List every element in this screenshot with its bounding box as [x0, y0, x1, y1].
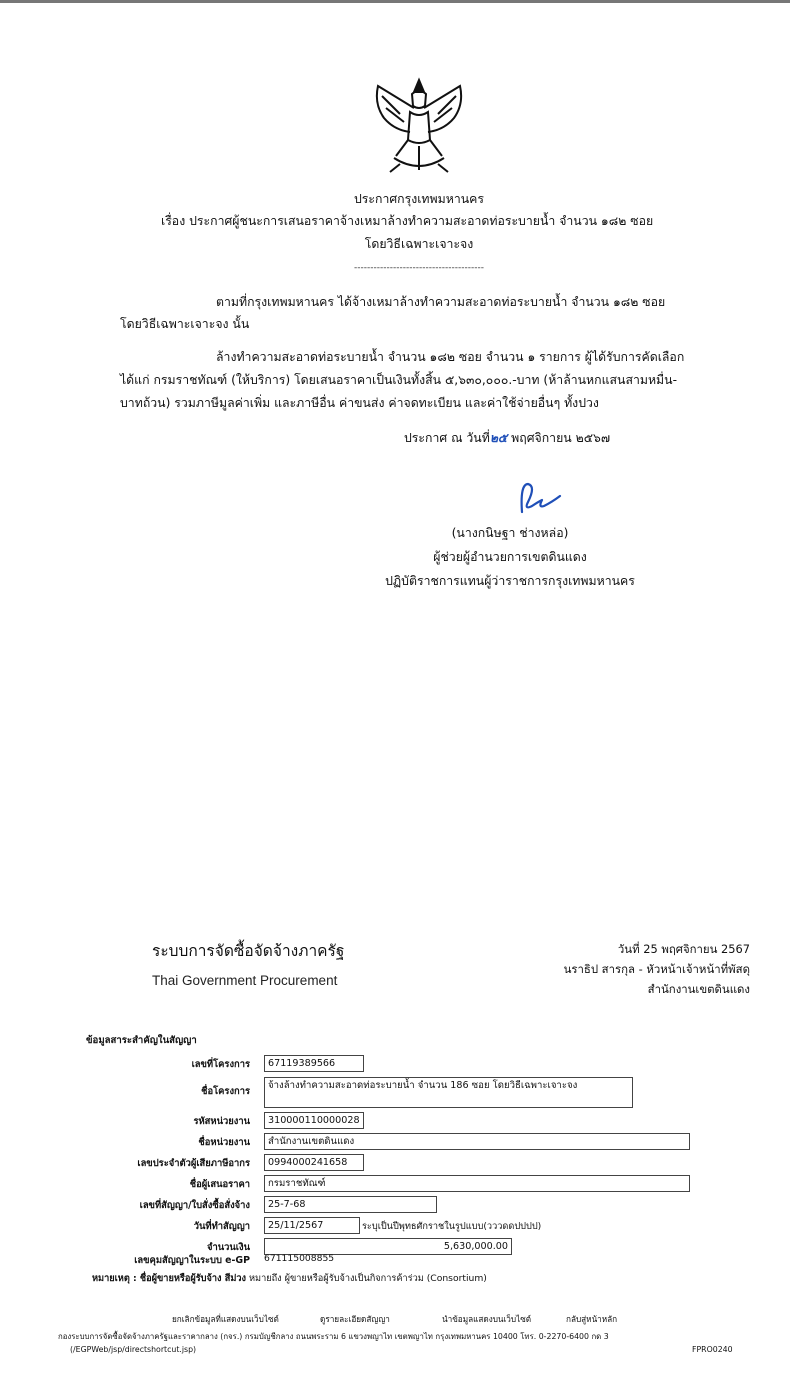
- announcement-para2-line1: ล้างทำความสะอาดท่อระบายน้ำ จำนวน ๑๘๒ ซอย จำนวน ๑ รายการ ผู้ได้รับการคัดเลือก: [216, 350, 685, 364]
- signer-title-line2: ปฏิบัติราชการแทนผู้ว่าราชการกรุงเทพมหานคร: [385, 574, 635, 588]
- project-name-label: ชื่อโครงการ: [201, 1086, 250, 1097]
- view-contract-details-link[interactable]: ดูรายละเอียดสัญญา: [320, 1314, 390, 1324]
- announcement-para2-line2: ได้แก่ กรมราชทัณฑ์ (ให้บริการ) โดยเสนอราคาเป็นเงินทั้งสิ้น ๕,๖๓๐,๐๐๐.-บาท (ห้าล้านหกแสนสามหมื่น-: [120, 373, 678, 387]
- contract-date-field: 25/11/2567: [264, 1217, 360, 1234]
- footer-path: (/EGPWeb/jsp/directshortcut.jsp): [70, 1345, 197, 1354]
- announcement-subject-line1: เรื่อง ประกาศผู้ชนะการเสนอราคาจ้างเหมาล้างทำความสะอาดท่อระบายน้ำ จำนวน ๑๘๒ ซอย: [161, 214, 654, 228]
- egp-office: สำนักงานเขตดินแดง: [647, 982, 750, 996]
- egp-system-subtitle: Thai Government Procurement: [152, 973, 338, 988]
- remark-suffix: หมายถึง ผู้ขายหรือผู้รับจ้างเป็นกิจการค้าร่วม (Consortium): [246, 1273, 487, 1284]
- egp-print-date: วันที่ 25 พฤศจิกายน 2567: [617, 942, 750, 956]
- project-name-field: จ้างล้างทำความสะอาดท่อระบายน้ำ จำนวน 186 ซอย โดยวิธีเฉพาะเจาะจง: [264, 1077, 633, 1108]
- announcement-org-title: ประกาศกรุงเทพมหานคร: [354, 192, 484, 206]
- garuda-emblem-icon: [370, 74, 468, 176]
- announcement-subject-line2: โดยวิธีเฉพาะเจาะจง: [364, 237, 474, 251]
- agency-code-label: รหัสหน่วยงาน: [193, 1116, 250, 1127]
- bidder-label: ชื่อผู้เสนอราคา: [189, 1179, 250, 1190]
- cancel-web-display-link[interactable]: ยกเลิกข้อมูลที่แสดงบนเว็บไซต์: [172, 1314, 279, 1324]
- contract-no-field: 25-7-68: [264, 1196, 437, 1213]
- back-to-home-link[interactable]: กลับสู่หน้าหลัก: [566, 1314, 618, 1324]
- remark-purple-word: สีม่วง: [224, 1273, 247, 1284]
- amount-field: 5,630,000.00: [264, 1238, 512, 1255]
- control-no-label: เลขคุมสัญญาในระบบ e-GP: [134, 1255, 250, 1266]
- footer-address: กองระบบการจัดซื้อจัดจ้างภาครัฐและราคากลาง (กจร.) กรมบัญชีกลาง ถนนพระราม 6 แขวงพญาไท เขตพญาไท กรุงเทพมหานคร 10400 โทร. 0-2270-6400 กด 3: [58, 1332, 609, 1341]
- signer-name: (นางกนิษฐา ช่างหล่อ): [451, 526, 569, 540]
- egp-section-title: ข้อมูลสาระสำคัญในสัญญา: [86, 1035, 197, 1046]
- project-no-label: เลขที่โครงการ: [191, 1059, 250, 1070]
- project-no-field: 67119389566: [264, 1055, 364, 1072]
- announcement-para1-line2: โดยวิธีเฉพาะเจาะจง นั้น: [120, 317, 250, 331]
- egp-system-title: ระบบการจัดซื้อจัดจ้างภาครัฐ: [152, 942, 345, 960]
- agency-code-field: 310000110000028: [264, 1112, 364, 1129]
- agency-name-field: สำนักงานเขตดินแดง: [264, 1133, 690, 1150]
- contract-date-format-note: ระบุเป็นปีพุทธศักราชในรูปแบบ(วววดดปปปป): [362, 1221, 542, 1232]
- control-no-value: 671115008855: [264, 1253, 335, 1264]
- egp-officer: นราธิป สารกุล - หัวหน้าเจ้าหน้าที่พัสดุ: [563, 962, 750, 976]
- announcement-date-day-handwritten: ๒๕: [489, 431, 508, 445]
- footer-form-code: FPRO0240: [692, 1345, 733, 1354]
- tax-id-label: เลขประจำตัวผู้เสียภาษีอากร: [137, 1158, 250, 1169]
- announcement-para1-line1: ตามที่กรุงเทพมหานคร ได้จ้างเหมาล้างทำความสะอาดท่อระบายน้ำ จำนวน ๑๘๒ ซอย: [216, 295, 666, 309]
- tax-id-field: 0994000241658: [264, 1154, 364, 1171]
- announcement-date: [404, 427, 610, 449]
- remark-prefix: หมายเหตุ : ชื่อผู้ขายหรือผู้รับจ้าง: [92, 1273, 225, 1284]
- announcement-para2-line3: บาทถ้วน) รวมภาษีมูลค่าเพิ่ม และภาษีอื่น ค่าขนส่ง ค่าจดทะเบียน และค่าใช้จ่ายอื่นๆ ทั้งปวง: [120, 396, 599, 410]
- agency-name-label: ชื่อหน่วยงาน: [198, 1137, 250, 1148]
- amount-label: จำนวนเงิน: [206, 1242, 250, 1253]
- announcement-date-rest: พฤศจิกายน ๒๕๖๗: [511, 431, 611, 445]
- signer-title-line1: ผู้ช่วยผู้อำนวยการเขตดินแดง: [433, 550, 587, 564]
- contract-date-label: วันที่ทำสัญญา: [193, 1221, 250, 1232]
- announcement-divider: ----------------------------------------: [354, 263, 484, 273]
- signature-mark: [514, 478, 562, 518]
- contract-no-label: เลขที่สัญญา/ใบสั่งซื้อสั่งจ้าง: [139, 1200, 250, 1211]
- consortium-remark: [92, 1271, 487, 1286]
- top-edge-bar: [0, 0, 790, 3]
- announcement-date-prefix: ประกาศ ณ วันที่: [404, 431, 490, 445]
- bidder-field: กรมราชทัณฑ์: [264, 1175, 690, 1192]
- publish-to-web-link[interactable]: นำข้อมูลแสดงบนเว็บไซต์: [442, 1314, 532, 1324]
